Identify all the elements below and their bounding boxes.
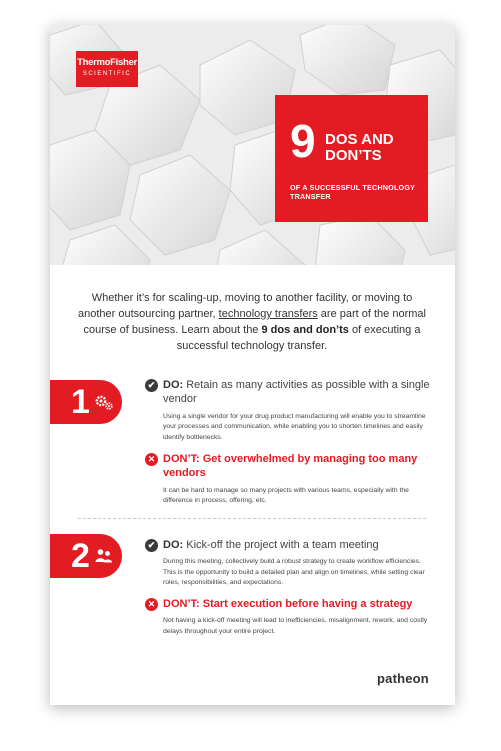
do-keyword: DO: — [163, 539, 184, 551]
do-heading — [145, 538, 435, 552]
dont-body: Not having a kick-off meeting will lead to inefficiencies, misalignment, rework, and costly delays throughout your entire project. — [163, 617, 428, 635]
section-2-dont — [145, 597, 435, 637]
section-1-badge — [50, 380, 122, 424]
technology-transfers-link[interactable]: technology transfers — [218, 307, 318, 320]
title-number: 9 — [290, 115, 316, 167]
do-keyword: DO: — [163, 379, 184, 391]
intro-paragraph — [72, 291, 432, 355]
section-divider — [78, 518, 426, 519]
section-2-badge — [50, 534, 122, 578]
intro-text-3: of executing a successful technology transfer. — [176, 323, 421, 352]
dont-keyword: DON’T: — [163, 598, 200, 610]
checkmark-icon: ✔ — [145, 539, 158, 552]
title-subtitle: OF A SUCCESSFUL TECHNOLOGY TRANSFER — [290, 183, 415, 201]
dont-body: It can be hard to manage so many projects with various teams, especially with the difference in process, offering, etc. — [163, 486, 409, 505]
do-heading — [145, 378, 435, 407]
intro-bold: 9 dos and don’ts — [261, 323, 349, 336]
gears-icon — [94, 392, 114, 412]
section-1-do — [145, 378, 435, 443]
do-body: Using a single vendor for your drug product manufacturing will enable you to streamline your processes and communication, while enabling you to shorten timelines and easily identify bottlenecks. — [163, 412, 426, 441]
intro-text-2: are part of the normal course of business. Learn about the — [83, 307, 426, 336]
dont-heading — [145, 452, 435, 481]
hero-banner — [50, 25, 455, 265]
dont-text: Start execution before having a strategy — [202, 598, 413, 610]
do-body: During this meeting, collectively build a robust strategy to create workflow efficiencies. This is the opportunity to build a detailed plan and align on timelines, while setting clear roles, responsibilities, and expectations. — [163, 558, 425, 587]
team-icon — [94, 546, 114, 566]
section-1-dont — [145, 452, 435, 507]
logo-wordmark: ThermoFisher — [77, 57, 137, 68]
do-text: Retain as many activities as possible with a single vendor — [163, 379, 430, 406]
dont-keyword: DON’T: — [163, 453, 200, 465]
patheon-logo: patheon — [377, 671, 429, 686]
dont-heading — [145, 597, 435, 611]
logo-subtext: SCIENTIFIC — [82, 70, 132, 77]
section-2-do — [145, 538, 435, 589]
x-mark-icon: ✕ — [145, 453, 158, 466]
title-main: DOS AND DON’TS — [325, 131, 394, 164]
thermofisher-logo — [76, 51, 138, 87]
checkmark-icon: ✔ — [145, 379, 158, 392]
do-text: Kick-off the project with a team meeting — [186, 539, 379, 551]
x-mark-icon: ✕ — [145, 598, 158, 611]
section-number: 1 — [71, 383, 90, 421]
section-number: 2 — [71, 537, 90, 575]
dont-text: Get overwhelmed by managing too many vendors — [163, 453, 418, 480]
title-box — [275, 95, 428, 222]
intro-text-1: Whether it’s for scaling-up, moving to another facility, or moving to another outsourcing partner, — [78, 292, 413, 320]
document-page — [50, 25, 455, 705]
